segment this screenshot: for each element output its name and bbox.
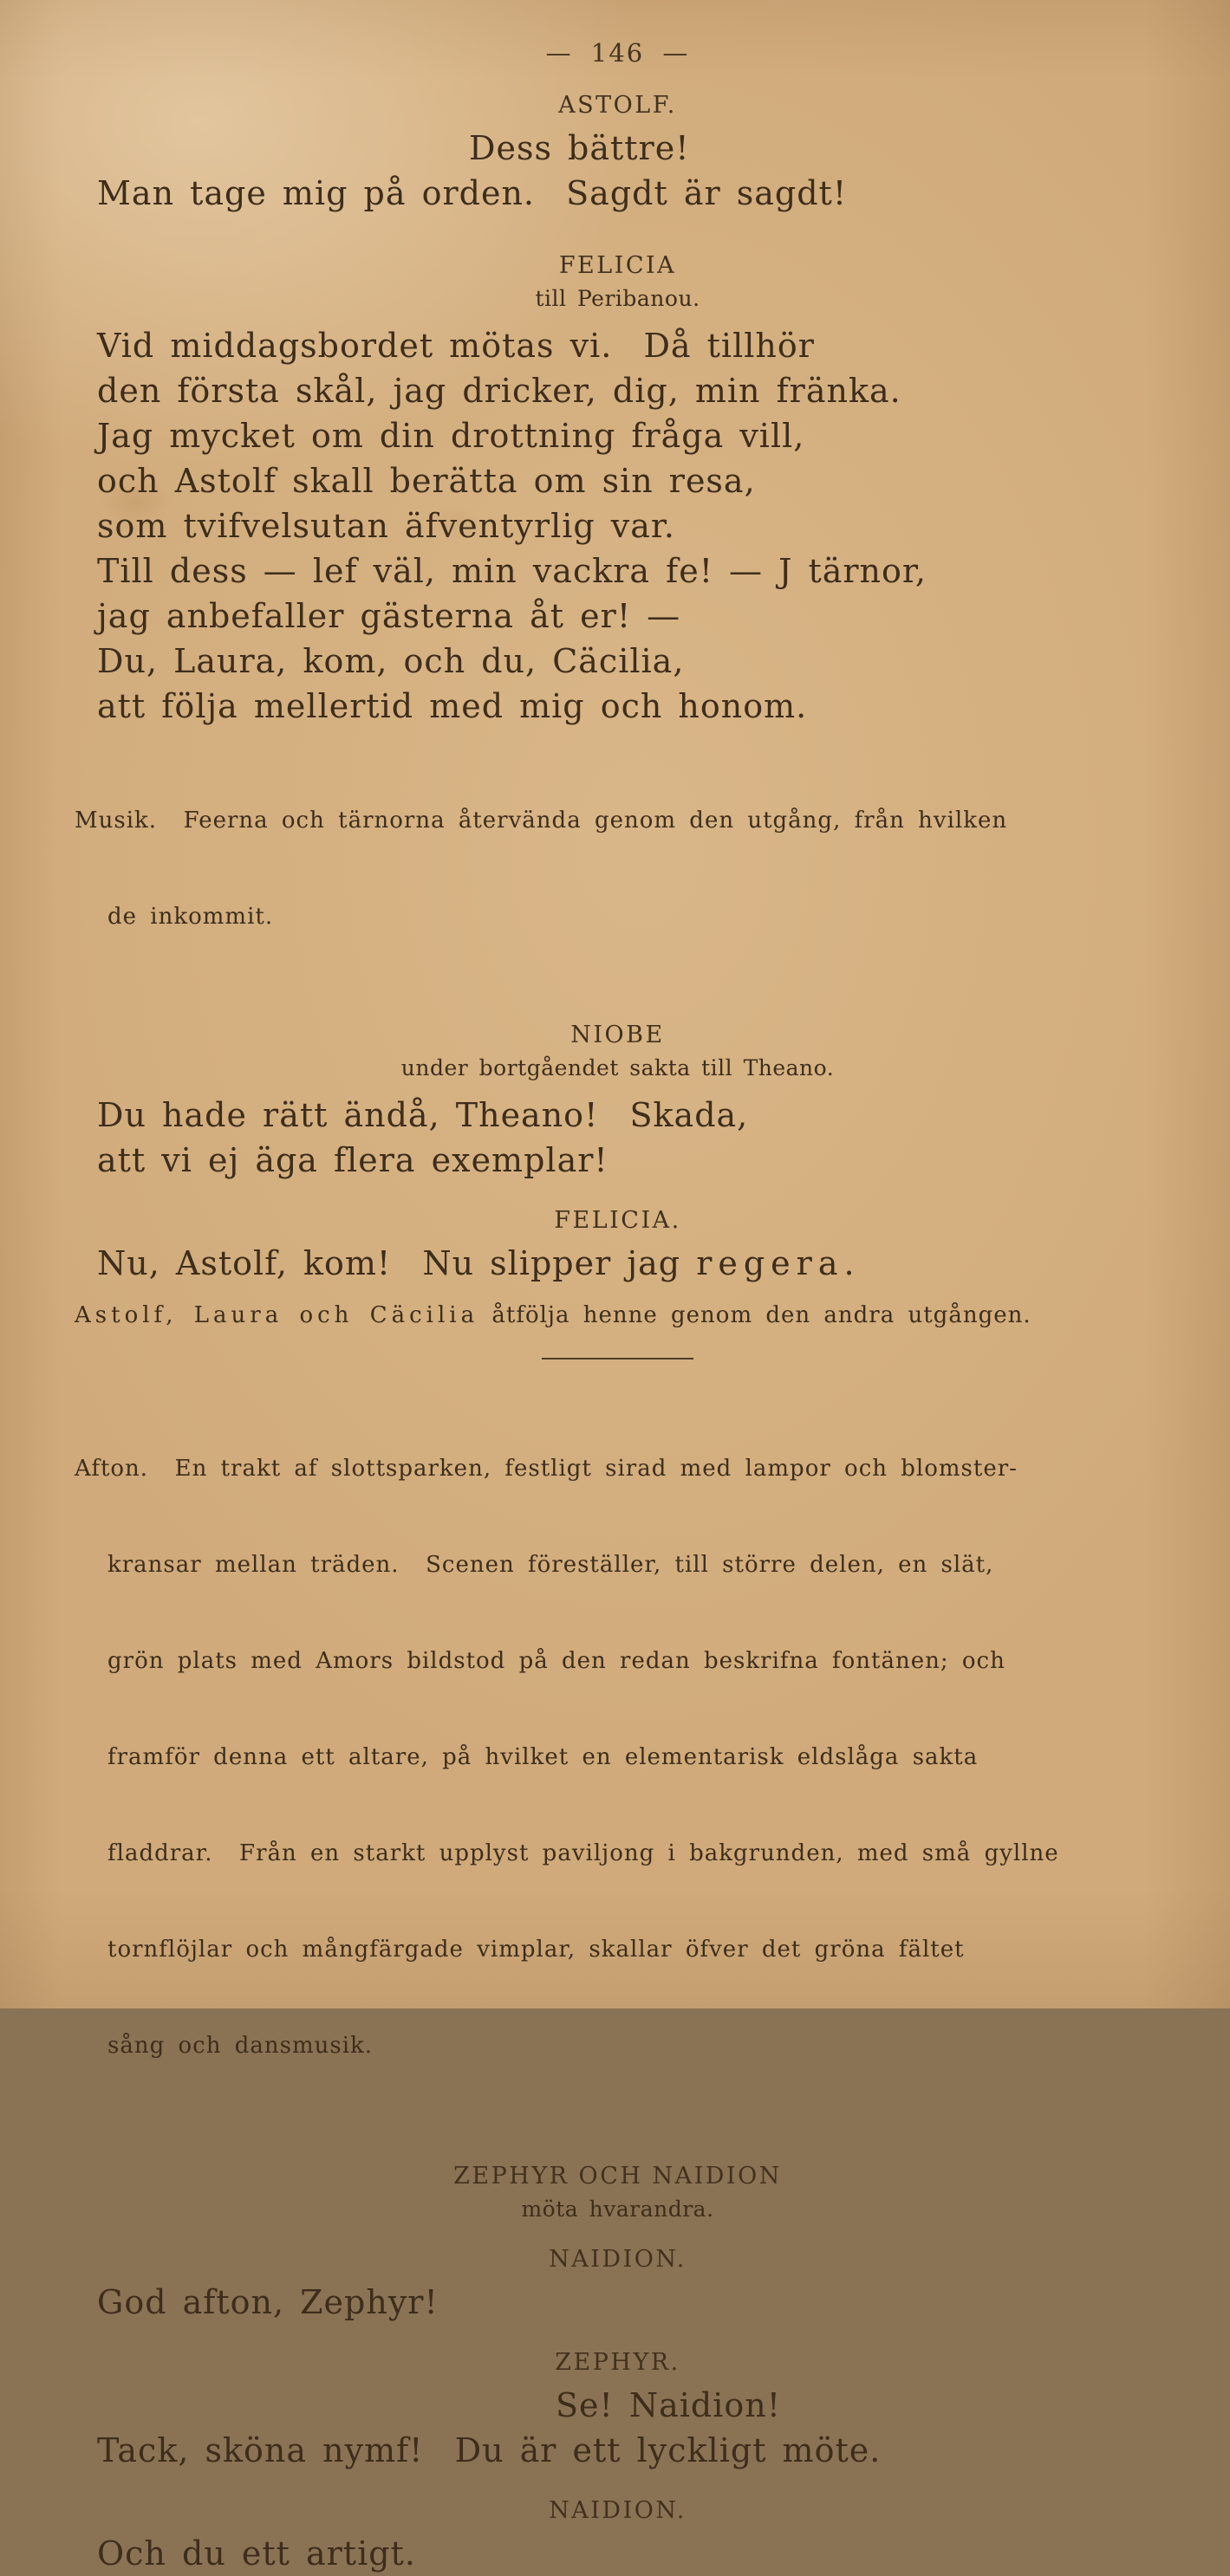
speaker-heading-naidion: NAIDION.: [549, 2246, 687, 2273]
verse-line: att vi ej äga flera exemplar!: [97, 1141, 608, 1179]
inline-stage-direction: till Peribanou.: [535, 286, 700, 311]
scene-heading: ZEPHYR OCH NAIDION: [453, 2163, 782, 2190]
stage-direction-line: tornflöjlar och mångfärgade vimplar, skallar öfver det gröna fältet: [107, 1937, 965, 1963]
section-divider: [542, 1358, 693, 1359]
verse-line: Dess bättre!: [469, 129, 690, 167]
speaker-heading-zephyr: ZEPHYR.: [555, 2349, 680, 2376]
emphasized-word: regera.: [696, 1244, 861, 1282]
verse-line: den första skål, jag dricker, dig, min fränka.: [97, 372, 901, 410]
stage-direction-line: grön plats med Amors bildstod på den redan beskrifna fontänen; och: [107, 1648, 1005, 1674]
verse-line: Du hade rätt ändå, Theano! Skada,: [97, 1096, 749, 1134]
verse-line: Man tage mig på orden. Sagdt är sagdt!: [97, 174, 848, 212]
verse-line: Se! Naidion!: [556, 2386, 782, 2424]
stage-direction-line: framför denna ett altare, på hvilket en elementarisk eldslåga sakta: [107, 1744, 979, 1770]
verse-line: Jag mycket om din drottning fråga vill,: [97, 417, 805, 455]
stage-direction-exit: [75, 1300, 1161, 1332]
stage-direction-line: Afton. En trakt af slottsparken, festligt sirad med lampor och blomster-: [75, 1456, 1018, 1482]
speaker-heading-felicia: FELICIA: [558, 252, 677, 279]
verse-line: God afton, Zephyr!: [97, 2283, 439, 2321]
stage-direction-line: de inkommit.: [107, 904, 274, 930]
stage-direction-line: sång och dansmusik.: [107, 2033, 374, 2059]
character-names: Astolf, Laura och Cäcilia: [75, 1302, 479, 1328]
verse-line: Vid middagsbordet mötas vi. Då tillhör: [97, 327, 815, 365]
verse-line: att följa mellertid med mig och honom.: [97, 687, 808, 725]
verse-line: [97, 1241, 1161, 1286]
stage-direction-text: åtfölja henne genom den andra utgången.: [478, 1302, 1032, 1328]
stage-direction-line: Musik. Feerna och tärnorna återvända genom den utgång, från hvilken: [75, 808, 1008, 834]
verse-line: Till dess — lef väl, min vackra fe! — J tärnor,: [97, 552, 927, 590]
stage-direction-line: fladdrar. Från en starkt upplyst paviljong i bakgrunden, med små gyllne: [107, 1840, 1059, 1866]
verse-line: Tack, sköna nymf! Du är ett lyckligt möte.: [97, 2431, 882, 2469]
stage-direction-scene: [75, 1389, 1161, 2126]
speaker-heading-astolf: ASTOLF.: [558, 92, 677, 119]
speaker-heading-naidion-2: NAIDION.: [549, 2497, 687, 2524]
stage-direction-music: [75, 741, 1161, 997]
speaker-heading-felicia-2: FELICIA.: [554, 1207, 681, 1234]
verse-line: Du, Laura, kom, och du, Cäcilia,: [97, 642, 685, 680]
inline-stage-direction: under bortgåendet sakta till Theano.: [400, 1055, 835, 1080]
verse-line: jag anbefaller gästerna åt er! —: [97, 597, 681, 635]
stage-direction-line: kransar mellan träden. Scenen föreställer, till större delen, en slät,: [107, 1552, 994, 1578]
inline-stage-direction: möta hvarandra.: [521, 2196, 714, 2222]
speaker-heading-niobe: NIOBE: [570, 1022, 665, 1048]
verse-line: och Astolf skall berätta om sin resa,: [97, 462, 756, 500]
verse-text: Nu, Astolf, kom! Nu slipper jag: [97, 1244, 697, 1282]
verse-line: som tvifvelsutan äfventyrlig var.: [97, 507, 675, 545]
page-number: — 146 —: [545, 38, 690, 68]
verse-line: Och du ett artigt.: [97, 2534, 416, 2573]
